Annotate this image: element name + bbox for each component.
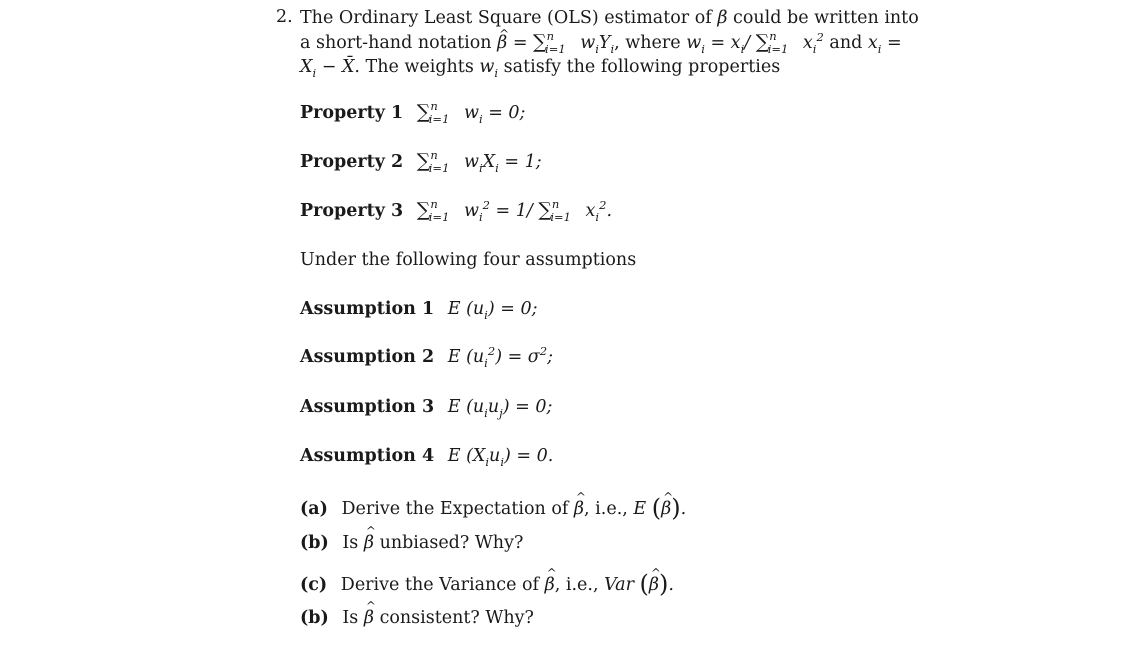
part-text: Derive the Expectation of [341,499,569,519]
property-expr: ∑$^n_{i=1}$ $w_i = 0$; [416,99,526,126]
part-label: (a) [300,499,328,519]
part-d [300,608,534,628]
beta-hat: ^ β [574,499,584,519]
beta-hat: ^ β [545,575,555,595]
x-def-end: $X_i$ − X̄ [300,57,355,80]
part-label: (b) [300,608,329,628]
property-2 [300,148,542,175]
assumption-2 [300,344,553,370]
assumption-4 [300,446,554,469]
part-text: Derive the Variance of [340,575,540,595]
part-label: (c) [300,575,328,595]
intro-text-3: . The weights [354,57,474,77]
intro-text-1b: could be written into [733,8,919,28]
property-expr: ∑$^n_{i=1}$ $w_iX_i = 1$; [416,148,542,175]
intro-text-2b: , where [614,32,681,53]
part-text: Is [342,608,359,628]
intro-line-3 [300,56,905,81]
w-symbol: $w_i$ [479,57,499,80]
part-text-tail: consistent? Why? [379,608,534,628]
assumption-expr: E $(u_i^2) = \sigma^2$; [447,344,553,370]
beta-hat-formula: ^ β = ∑$^n_{i=1}$ $w_iY_i$ [497,33,614,53]
part-text-tail: unbiased? Why? [379,533,524,553]
assumption-label: Assumption 4 [300,446,435,466]
part-text: Is [342,533,359,553]
assumption-label: Assumption 2 [300,347,435,367]
part-text-tail: , i.e., [554,575,599,595]
expectation-expr: E (^ β). [633,499,686,519]
assumptions-intro: Under the following four assumptions [300,250,637,270]
property-3 [300,197,613,224]
intro-line-1 [300,7,919,31]
question-number: 2. [276,7,293,27]
part-label: (b) [300,533,329,553]
assumption-3 [300,397,553,420]
intro-text-3b: satisfy the following properties [503,57,781,77]
property-label: Property 3 [300,201,404,221]
part-c [300,568,674,596]
assumption-expr: E $(u_iu_j) = 0$; [447,397,553,420]
intro-text-2: a short-hand notation [300,32,492,53]
x-def-start: $x_i$ = [867,32,902,56]
beta-hat: ^ β [364,608,374,628]
property-1 [300,99,526,126]
beta-hat: ^ β [364,533,374,553]
beta-symbol: β [717,8,728,28]
assumption-label: Assumption 1 [300,299,435,319]
assumption-label: Assumption 3 [300,397,435,417]
intro-text-2c: and [829,32,863,53]
question-intro [300,7,919,81]
intro-text-1: The Ordinary Least Square (OLS) estimator of [300,8,712,28]
property-expr: ∑$^n_{i=1}$ $w_i^2 = 1/$ ∑$^n_{i=1}$ $x_i^2$. [416,197,613,224]
assumption-expr: E $(u_i) = 0$; [447,299,538,322]
part-text-tail: , i.e., [584,499,628,519]
part-b [300,533,523,553]
variance-expr: Var (^ β). [604,575,674,595]
intro-line-2 [300,28,905,57]
property-label: Property 1 [300,103,404,123]
assumption-1 [300,299,538,322]
weight-formula: $w_i = x_i/$ ∑$^n_{i=1}$ $x_i^2$ [686,28,824,56]
assumption-expr: E $(X_iu_i) = 0$. [447,446,554,469]
property-label: Property 2 [300,152,404,172]
part-a [300,492,686,520]
